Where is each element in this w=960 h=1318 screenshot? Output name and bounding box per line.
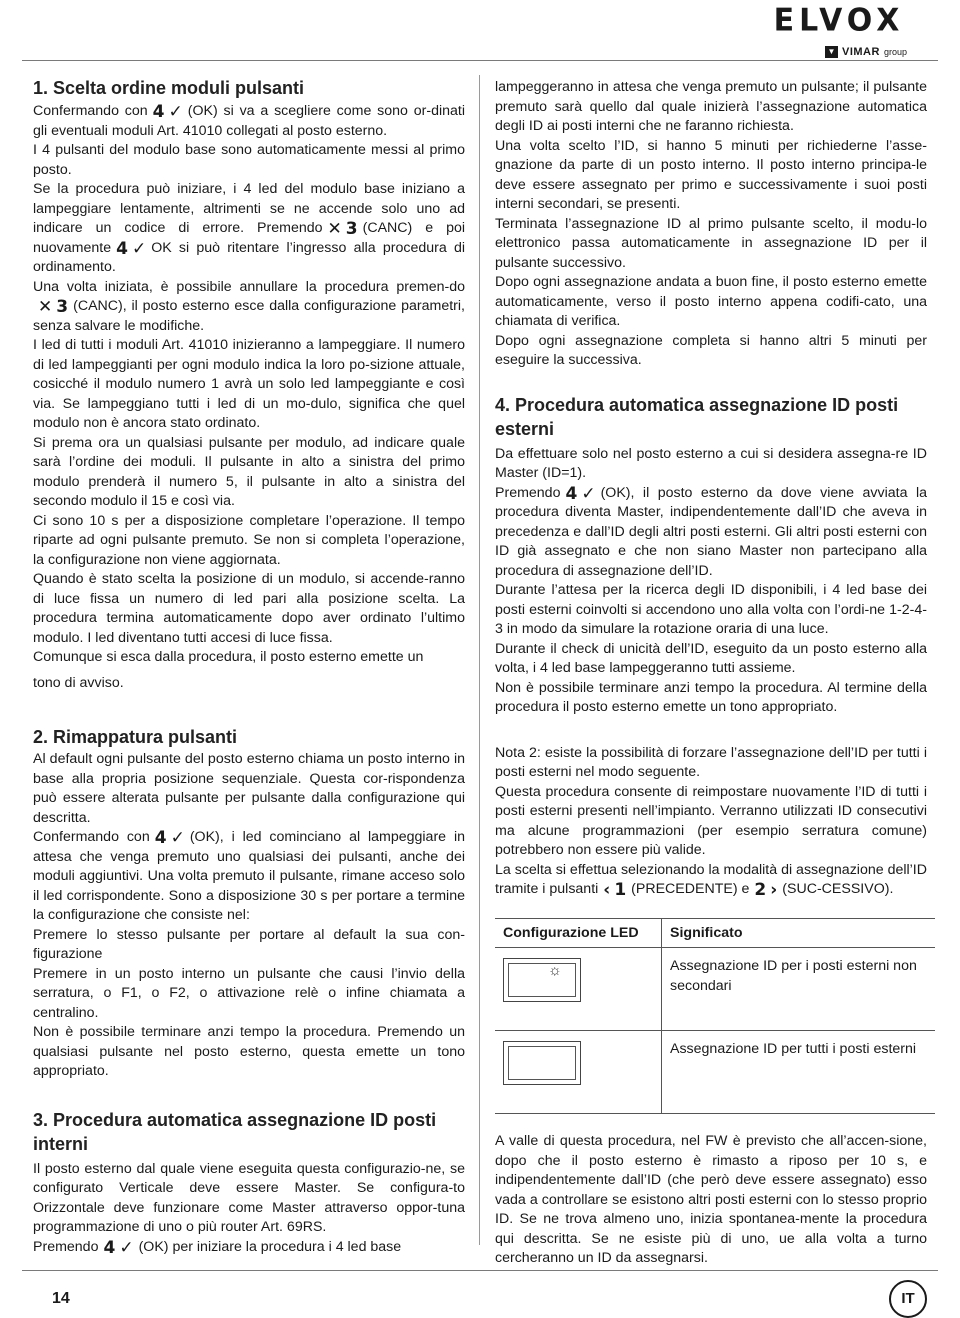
paragraph: Il posto esterno dal quale viene eseguita questa configurazio-ne, se configurato Verticale deve essere Master. Se configura-to Orizzontale deve funzionare come Master attraverso oppor-tuna programmazione di uno o più router Art. 69RS.: [33, 1160, 465, 1235]
paragraph: Da effettuare solo nel posto esterno a cui si desidera assegna-re ID Master (ID=1).: [495, 445, 927, 481]
column-divider: [479, 75, 480, 1245]
paragraph: Una volta scelto l’ID, si hanno 5 minuti per richiederne l’asse-gnazione da parte di un posto interno. Il posto interno principa-le deve essere assegnato per primo e successivamente i suoi posti interni secondari, se presenti.: [495, 137, 927, 212]
led-config-cell: [495, 948, 662, 1031]
vimar-text: VIMAR: [842, 46, 880, 58]
led-module-icon: [503, 958, 581, 1002]
paragraph: Ci sono 10 s per a disposizione completare l’operazione. Il tempo riparte ad ogni pulsante premuto. Se non si completa l’operazione, la configurazione non viene aggiornata.: [33, 512, 465, 568]
paragraph: lampeggeranno in attesa che venga premuto un pulsante; il pulsante premuto sarà quello dal quale inizierà l’assegnazione automatica degli ID ai posti interni che ne faranno richiesta.: [495, 79, 927, 134]
paragraph: A valle di questa procedura, nel FW è previsto che all’accen-sione, dopo che il posto esterno è rimasto a riposo per 10 s, e indipendentemente dall’ID (che però deve essere assegnato) esso vada a controllare se esistono altri posti esterni con lo stesso proprio ID. Se ne trova almeno uno, inizia spontanea-mente la procedura qui descritta. Se ne esiste più di uno, ue alla volta a turno cercheranno un ID da assegnarsi.: [495, 1133, 927, 1266]
paragraph: Si prema ora un qualsiasi pulsante per modulo, ad indicare quale sarà l’ordine dei moduli. Il pulsante in alto a sinistra del primo modulo prenderà il numero 5, il pulsante in alto a sinistra del secondo modulo il 15 e così via.: [33, 434, 465, 509]
paragraph: Premere lo stesso pulsante per portare al default la sua con-figurazione: [33, 926, 465, 962]
left-column: [33, 72, 465, 1257]
paragraph: I 4 pulsanti del modulo base sono automaticamente messi al primo posto.: [33, 142, 465, 178]
brand-logo: [765, 2, 915, 58]
meaning-cell: Assegnazione ID per tutti i posti esterni: [662, 1031, 936, 1114]
ok-key-icon: 4 ✓: [154, 828, 185, 848]
led-lit-icon: ☼: [548, 962, 562, 979]
paragraph: Una volta iniziata, è possibile annullare la procedura premen-do ✕ 3 (CANC), il posto esterno esce dalla configurazione parametri, senza salvare le modifiche.: [33, 278, 465, 334]
canc-key-icon: ✕ 3: [327, 219, 358, 239]
paragraph: Comunque si esca dalla procedura, il posto esterno emette un: [33, 649, 424, 665]
paragraph: Terminata l’assegnazione ID al primo pulsante scelto, il modu-lo elettronico passa automaticamente in assegnazione ID per il pulsante successivo.: [495, 215, 927, 271]
page-number: 14: [52, 1290, 70, 1307]
paragraph: Durante il check di unicità dell’ID, eseguito da un posto esterno alla volta, i 4 led base lampeggeranno tutti assieme.: [495, 640, 927, 676]
paragraph: Questa procedura consente di reimpostare nuovamente l’ID di tutti i posti esterni presenti nell’impianto. Verranno utilizzati ID consecutivi ma alcune programmazioni (per esempio serratura comune) potrebbero non essere più valide.: [495, 783, 927, 858]
paragraph: Premere in un posto interno un pulsante che causi l’invio della serratura, o F1, o F2, o attivazione relè o infine chiamata a centralino.: [33, 965, 465, 1021]
paragraph: Dopo ogni assegnazione completa si hanno altri 5 minuti per eseguire la successiva.: [495, 332, 927, 368]
group-text: group: [883, 47, 907, 57]
paragraph: Quando è stato scelta la posizione di un modulo, si accende-ranno di luce fissa un numero di led pari alla posizione scelta. La procedura termina automaticamente dopo aver ordinato l’ultimo modulo. I led diventano tutti accesi di luce fissa.: [33, 571, 465, 646]
header-rule: [22, 60, 938, 61]
paragraph: Nota 2: esiste la possibilità di forzare l’assegnazione dell’ID per tutti i posti esterni nel modo seguente.: [495, 744, 927, 780]
paragraph: Durante l’attesa per la ricerca degli ID disponibili, i 4 led base dei posti esterni coinvolti si accendono uno alla volta con l’ordi-ne 1-2-4-3 in modo da simulare la rotazione oraria di una luce.: [495, 582, 927, 637]
table-header-row: [495, 918, 935, 948]
column-header-meaning: Significato: [662, 918, 936, 948]
paragraph: Dopo ogni assegnazione andata a buon fine, il posto esterno emette automaticamente, verso il posto interno appena codifi-cato, una chiamata di verifica.: [495, 274, 927, 329]
right-column: [495, 72, 927, 1269]
paragraph: Non è possibile terminare anzi tempo la procedura. Premendo un qualsiasi pulsante nel posto esterno, questa emette un tono appropriato.: [33, 1024, 465, 1079]
led-module-icon: [503, 1041, 581, 1085]
paragraph: La scelta si effettua selezionando la modalità di assegnazione dell’ID tramite i pulsanti ‹ 1 (PRECEDENTE) e 2 › (SUC-CESSIVO).: [495, 861, 927, 900]
column-header-led: Configurazione LED: [495, 918, 662, 948]
paragraph: I led di tutti i moduli Art. 41010 inizieranno a lampeggiare. Il numero di led lampeggianti per ogni modulo indica la loro po-sizione attuale, cosicché il modulo numero 1 avrà un solo led lampeggiante e così via. Se lampeggiano tutti i led di un mo-dulo, significa che quel modulo non è ancora stato ordinato.: [33, 337, 465, 431]
section-1-title: 1. Scelta ordine moduli pulsanti: [33, 78, 305, 98]
led-config-cell: [495, 1031, 662, 1114]
section-4-title: 4. Procedura automatica assegnazione ID posti esterni: [495, 394, 899, 439]
paragraph: Confermando con 4 ✓ (OK) si va a scegliere come sono or-dinati gli eventuali moduli Art. 41010 collegati al posto esterno.: [33, 102, 465, 139]
ok-key-icon: 4 ✓: [565, 483, 596, 504]
next-key-icon: 2 ›: [754, 880, 778, 900]
paragraph: Al default ogni pulsante del posto esterno chiama un posto interno in base alla propria posizione sequenziale. Questa cor-rispondenza può essere alterata pulsante per pulsante dalla configurazione qui descritta.: [33, 751, 465, 826]
paragraph: Premendo 4 ✓ (OK) per iniziare la procedura i 4 led base: [33, 1237, 402, 1258]
paragraph: Non è possibile terminare anzi tempo la procedura. Al termine della procedura il posto esterno emette un tono appropriato.: [495, 679, 927, 715]
table-row: [495, 1031, 935, 1114]
vimar-badge-icon: ▼: [825, 46, 838, 58]
table-row: [495, 948, 935, 1031]
footer-rule: [22, 1270, 938, 1271]
vimar-group-logo: [825, 46, 907, 58]
elvox-logo: ELVOX: [773, 2, 905, 39]
ok-key-icon: 4 ✓: [152, 102, 183, 122]
meaning-cell: Assegnazione ID per i posti esterni non secondari: [662, 948, 936, 1031]
section-3-title: 3. Procedura automatica assegnazione ID posti interni: [33, 1109, 437, 1154]
prev-key-icon: ‹ 1: [603, 880, 627, 900]
ok-key-icon: 4 ✓: [116, 238, 147, 259]
paragraph: Confermando con 4 ✓ (OK), i led cominciano al lampeggiare in attesa che venga premuto uno qualsiasi dei pulsanti, anche dei moduli aggiuntivi. Una volta premuto il pulsante, rimane acceso solo il led corrispondente. Sono a disposizione 30 s per portare a termine la configurazione che consiste nel:: [33, 828, 465, 923]
paragraph: Premendo 4 ✓ (OK), il posto esterno da dove viene avviata la procedura diventa Master, indipendentemente dall’ID che aveva in precedenza e dall’ID degli altri posti esterni. Gli altri posti esterni con ID già assegnato e che non siano Master non partecipano alla procedura di assegnazione dell’ID.: [495, 483, 927, 579]
canc-key-icon: ✕ 3: [38, 297, 69, 317]
language-badge: IT: [889, 1280, 927, 1318]
paragraph: tono di avviso.: [33, 674, 124, 691]
paragraph: Se la procedura può iniziare, i 4 led del modulo base iniziano a lampeggiare lentamente, altrimenti se ne accende solo uno ad indicare un codice di errore. Premendo ✕ 3 (CANC) e poi nuovamente 4 ✓ OK si può ritentare l’ingresso alla procedura di ordinamento.: [33, 181, 465, 275]
ok-key-icon: 4 ✓: [103, 1237, 134, 1258]
section-2-title: 2. Rimappatura pulsanti: [33, 727, 238, 747]
led-config-table: [495, 918, 935, 1115]
